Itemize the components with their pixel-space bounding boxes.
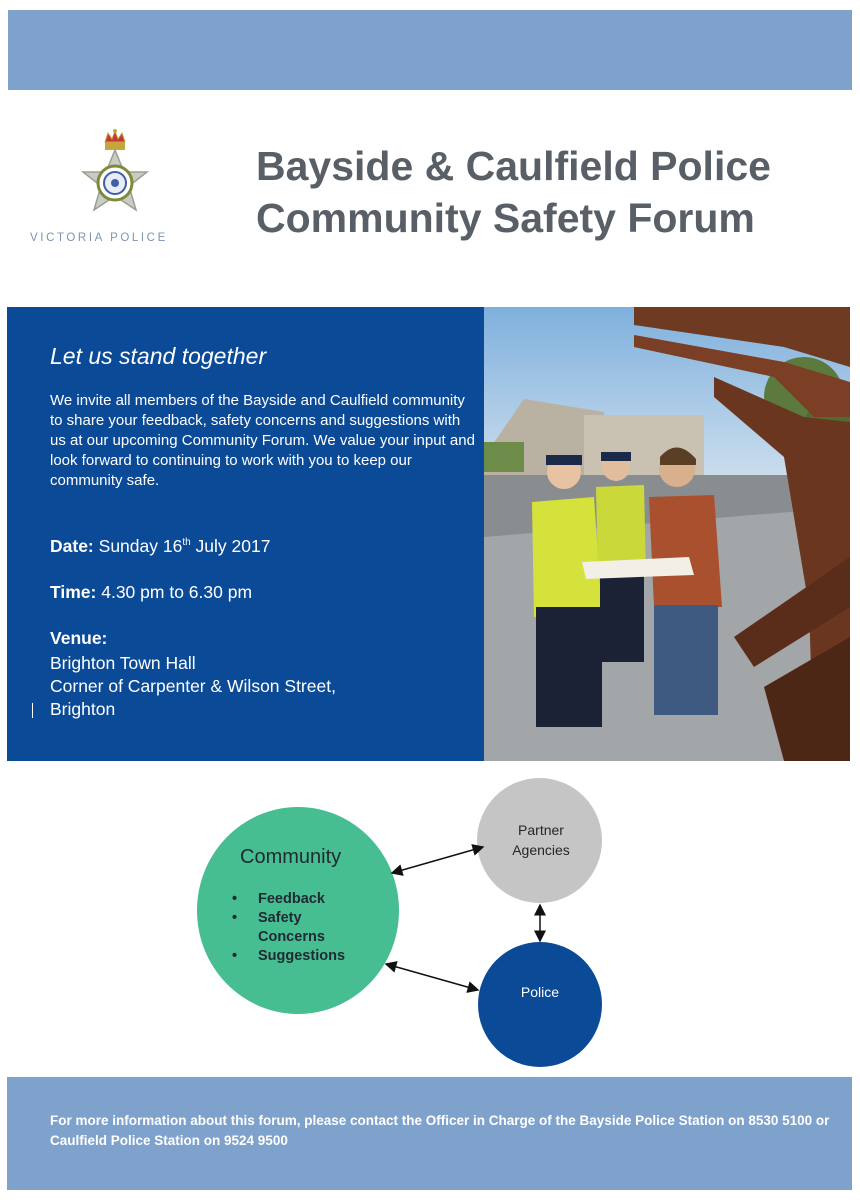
invitation-panel [7, 307, 484, 761]
text-cursor [32, 703, 33, 718]
title-line-2: Community Safety Forum [256, 195, 755, 241]
venue-line-3: Brighton [50, 699, 116, 719]
police-badge-icon [75, 128, 155, 228]
venue-line-2: Corner of Carpenter & Wilson Street, [50, 676, 336, 696]
community-item: • Suggestions [232, 947, 352, 966]
footer-band [7, 1077, 852, 1190]
date-line [50, 535, 270, 557]
date-value-day: Sunday 16 [98, 536, 183, 556]
community-title: Community [240, 846, 342, 868]
arrow-community-police [386, 964, 478, 990]
time-line [50, 581, 252, 603]
relationship-diagram [0, 770, 860, 1075]
contact-info: For more information about this forum, please contact the Officer in Charge of the Bayside Police Station on 8530 5100 or Caulfield Police Station on 9524 9500 [50, 1113, 830, 1148]
diagram-arrows [0, 770, 860, 1075]
page-title [256, 140, 846, 244]
community-item: • Feedback [232, 890, 352, 909]
venue-label: Venue: [50, 628, 108, 648]
community-item: • Safety Concerns [232, 909, 352, 947]
police-label: Police [520, 984, 560, 1000]
logo-wordmark: VICTORIA POLICE [30, 232, 168, 244]
venue-address [50, 652, 336, 721]
invitation-text: We invite all members of the Bayside and Caulfield community to share your feedback, safety concerns and suggestions with us at our upcoming Community Forum. We value your input and look forward to continuing to work with you to keep our community safe. [50, 392, 475, 489]
venue-line-1: Brighton Town Hall [50, 653, 196, 673]
header-band [8, 10, 852, 90]
tagline: Let us stand together [50, 343, 267, 369]
community-list [232, 890, 352, 966]
time-label: Time: [50, 582, 97, 602]
time-value: 4.30 pm to 6.30 pm [101, 582, 253, 602]
victoria-police-logo [30, 128, 200, 248]
police-officers-photo [484, 307, 850, 761]
photo-illustration [484, 307, 850, 761]
arrow-community-partner [392, 847, 483, 873]
date-suffix: th [182, 537, 191, 549]
partner-agencies-label: Partner Agencies [512, 822, 570, 858]
title-line-1: Bayside & Caulfield Police [256, 143, 771, 189]
date-label: Date: [50, 536, 94, 556]
date-value-month: July 2017 [190, 536, 271, 556]
